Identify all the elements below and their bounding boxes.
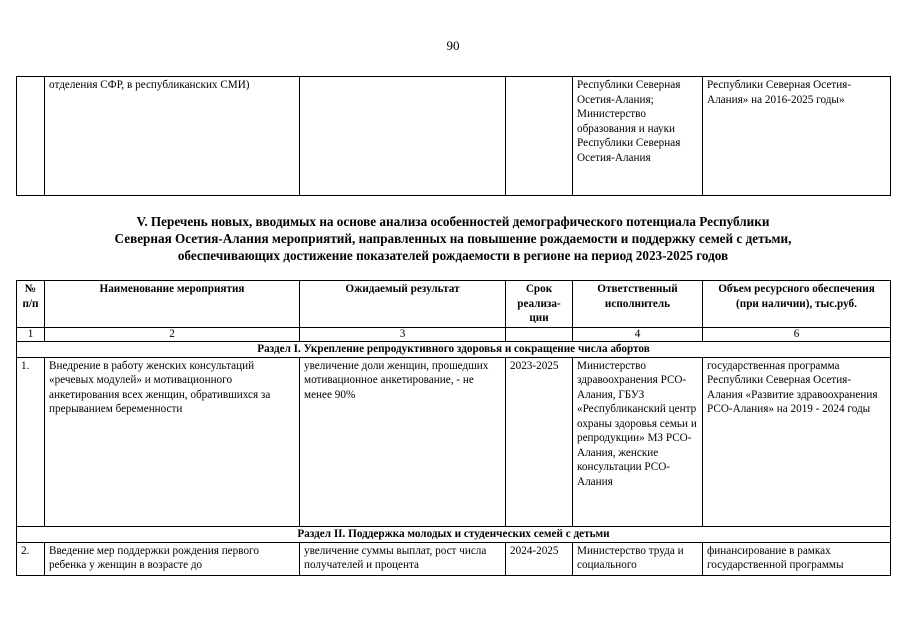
heading-line: обеспечивающих достижение показателей рождаемости в регионе на период 2023-2025 годов bbox=[177, 248, 729, 263]
column-number: 4 bbox=[573, 327, 703, 341]
continuation-table bbox=[16, 76, 891, 196]
measure-name: Введение мер поддержки рождения первого ребенка у женщин в возрасте до bbox=[45, 542, 300, 575]
table-cell: Республики Северная Осетия-Алания» на 2016-2025 годы» bbox=[703, 77, 891, 196]
resources: финансирование в рамках государственной программы bbox=[703, 542, 891, 575]
column-header: Ответственный исполнитель bbox=[573, 281, 703, 328]
table-header-row bbox=[17, 281, 891, 328]
resources: государственная программа Республики Северная Осетия-Алания «Развитие здравоохранения РСО-Алания» на 2019 - 2024 годы bbox=[703, 357, 891, 526]
column-number bbox=[506, 327, 573, 341]
section-title: Раздел II. Поддержка молодых и студенческих семей с детьми bbox=[17, 526, 891, 542]
heading-line: V. Перечень новых, вводимых на основе анализа особенностей демографического потенциала Республики bbox=[136, 214, 770, 229]
column-header: № п/п bbox=[17, 281, 45, 328]
table-row bbox=[17, 542, 891, 575]
table-cell: Республики Северная Осетия-Алания; Министерство образования и науки Республики Северная Осетия-Алания bbox=[573, 77, 703, 196]
table-row bbox=[17, 357, 891, 526]
expected-result: увеличение суммы выплат, рост числа получателей и процента bbox=[300, 542, 506, 575]
column-number: 2 bbox=[45, 327, 300, 341]
column-number-row bbox=[17, 327, 891, 341]
column-number: 3 bbox=[300, 327, 506, 341]
column-header: Объем ресурсного обеспечения (при наличии), тыс.руб. bbox=[703, 281, 891, 328]
column-header: Ожидаемый результат bbox=[300, 281, 506, 328]
executor: Министерство здравоохранения РСО-Алания, ГБУЗ «Республиканский центр охраны здоровья семьи и репродукции» МЗ РСО-Алания, женские консультации РСО-Алания bbox=[573, 357, 703, 526]
table-cell: отделения СФР, в республиканских СМИ) bbox=[45, 77, 300, 196]
term: 2024-2025 bbox=[506, 542, 573, 575]
row-number: 1. bbox=[17, 357, 45, 526]
table-cell bbox=[506, 77, 573, 196]
column-header: Срок реализа-ции bbox=[506, 281, 573, 328]
section-title: Раздел I. Укрепление репродуктивного здоровья и сокращение числа абортов bbox=[17, 341, 891, 357]
executor: Министерство труда и социального bbox=[573, 542, 703, 575]
measures-table bbox=[16, 280, 891, 576]
page-number: 90 bbox=[446, 38, 460, 53]
section-heading bbox=[0, 213, 906, 264]
measure-name: Внедрение в работу женских консультаций «речевых модулей» и мотивационного анкетирования всех женщин, обратившихся за прерыванием беременности bbox=[45, 357, 300, 526]
term: 2023-2025 bbox=[506, 357, 573, 526]
table-cell bbox=[17, 77, 45, 196]
heading-line: Северная Осетия-Алания мероприятий, направленных на повышение рождаемости и поддержку семей с детьми, bbox=[114, 231, 792, 246]
column-number: 1 bbox=[17, 327, 45, 341]
table-cell bbox=[300, 77, 506, 196]
expected-result: увеличение доли женщин, прошедших мотивационное анкетирование, - не менее 90% bbox=[300, 357, 506, 526]
section-row bbox=[17, 341, 891, 357]
column-number: 6 bbox=[703, 327, 891, 341]
table-row bbox=[17, 77, 891, 196]
column-header: Наименование мероприятия bbox=[45, 281, 300, 328]
section-row bbox=[17, 526, 891, 542]
row-number: 2. bbox=[17, 542, 45, 575]
